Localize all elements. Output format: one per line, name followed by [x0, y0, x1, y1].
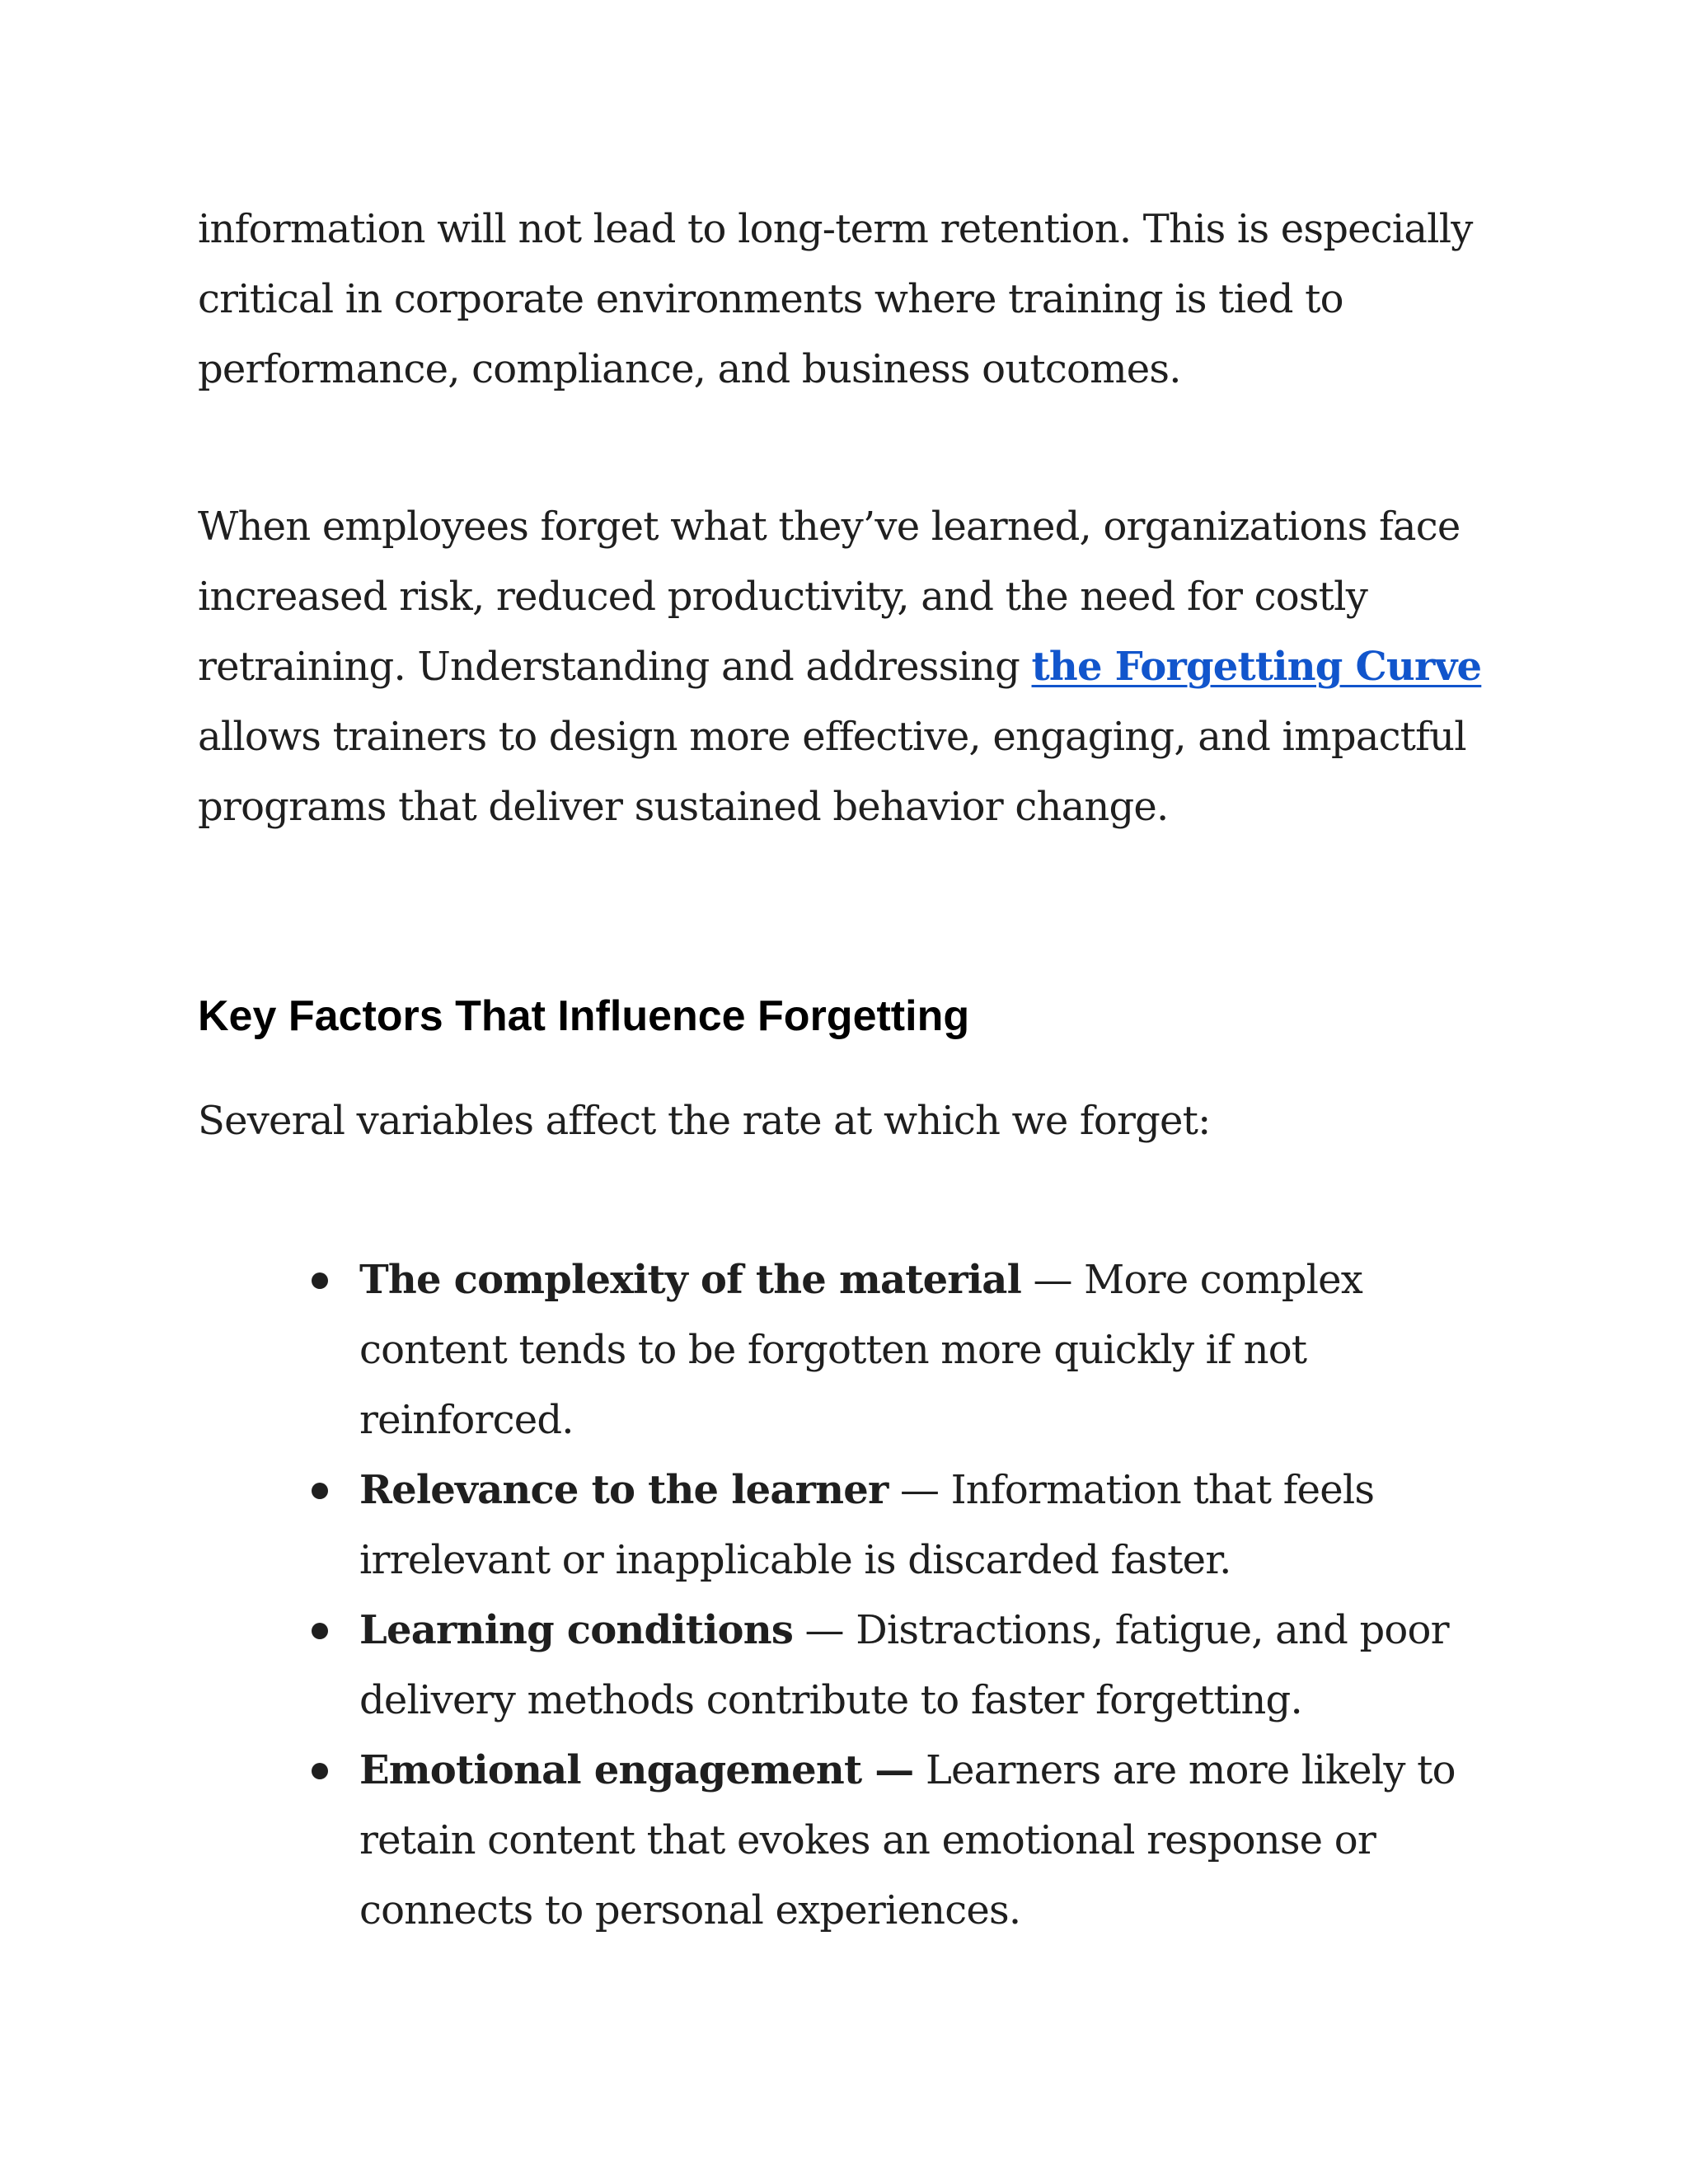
- document-body: [198, 194, 1484, 1946]
- bullet-icon: [312, 1623, 328, 1639]
- factor-description: — Information that feels irrelevant or inapplicable is discarded faster.: [359, 1467, 1375, 1583]
- bullet-icon: [312, 1272, 328, 1289]
- paragraph-forgetting-impact: [198, 492, 1484, 842]
- section-intro: Several variables affect the rate at which we forget:: [198, 1098, 1211, 1144]
- paragraph-text-after-link: allows trainers to design more effective, engaging, and impactful programs that deliver sustained behavior change.: [198, 714, 1466, 830]
- list-item: [359, 1455, 1522, 1596]
- bullet-icon: [312, 1763, 328, 1779]
- paragraph-retention: information will not lead to long-term retention. This is especially critical in corporate environments where training is tied to performance, compliance, and business outcomes.: [198, 206, 1473, 392]
- list-item: [359, 1245, 1522, 1455]
- factor-term: Emotional engagement —: [359, 1747, 914, 1793]
- factor-term: Relevance to the learner: [359, 1467, 889, 1513]
- factor-term: The complexity of the material: [359, 1257, 1022, 1303]
- factor-term: Learning conditions: [359, 1607, 794, 1653]
- forgetting-curve-link[interactable]: the Forgetting Curve: [1031, 644, 1482, 690]
- factor-description: — More complex content tends to be forgotten more quickly if not reinforced.: [359, 1257, 1363, 1443]
- bullet-icon: [312, 1483, 328, 1499]
- factor-description: Learners are more likely to retain content that evokes an emotional response or connects to personal experiences.: [359, 1747, 1456, 1933]
- paragraph-text-before-link: When employees forget what they’ve learned, organizations face increased risk, reduced productivity, and the need for costly retraining. Understanding and addressing: [198, 504, 1461, 690]
- factors-list: [359, 1245, 1522, 1946]
- list-item: [359, 1736, 1522, 1946]
- list-item: [359, 1596, 1522, 1736]
- factor-description: — Distractions, fatigue, and poor delivery methods contribute to faster forgetting.: [359, 1607, 1449, 1723]
- section-heading: Key Factors That Influence Forgetting: [198, 992, 970, 1040]
